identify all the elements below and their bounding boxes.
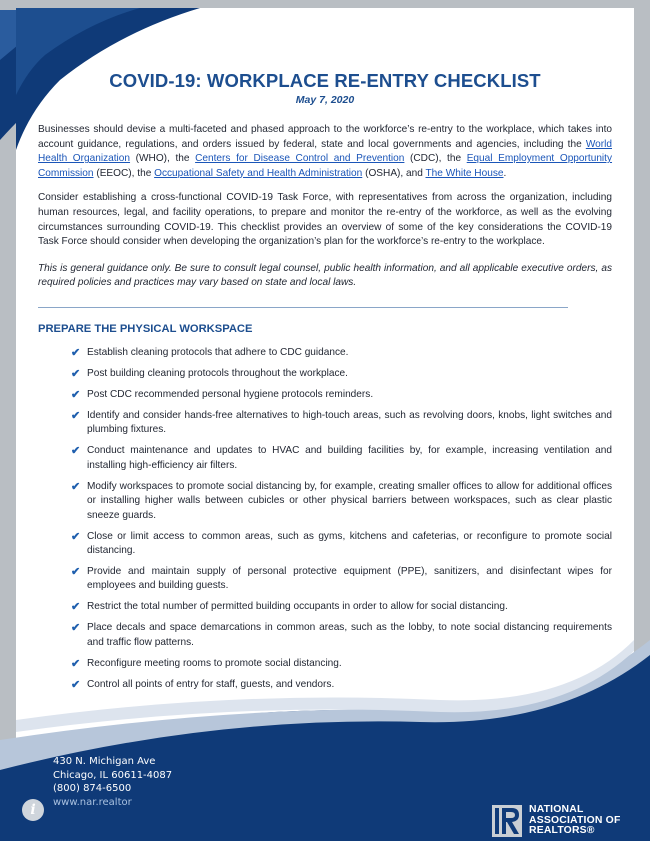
page-title: COVID-19: WORKPLACE RE-ENTRY CHECKLIST (109, 70, 541, 91)
checklist-item-text: Close or limit access to common areas, such as gyms, kitchens and cafeterias, or reconfigure to promote social distancing. (87, 530, 612, 556)
intro-paragraph (38, 123, 612, 181)
realtor-r-logo-icon (492, 805, 522, 837)
intro-text: (OSHA), and (362, 167, 426, 179)
checklist-item-text: Establish cleaning protocols that adhere to CDC guidance. (87, 346, 349, 358)
checklist-item (38, 409, 612, 438)
checklist-item-text: Place decals and space demarcations in common areas, such as the lobby, to note social distancing requirements and traffic flow patterns. (87, 622, 612, 648)
intro-text: Businesses should devise a multi-faceted and phased approach to the workforce’s re-entry to the workplace, which takes into account guidance, regulations, and orders issued by federal, state and local governments and agencies, including the (38, 124, 612, 150)
osha-link[interactable]: Occupational Safety and Health Administration (154, 167, 363, 179)
eeoc-link[interactable]: Equal Employment Opportunity Commission (38, 153, 613, 179)
cdc-link[interactable]: Centers for Disease Control and Prevention (195, 153, 405, 165)
checkmark-icon: ✔ (71, 480, 81, 493)
checklist-item-text: Control all points of entry for staff, guests, and vendors. (87, 678, 335, 690)
checkmark-icon: ✔ (71, 388, 81, 401)
nar-logo (492, 805, 642, 841)
checklist-item (38, 388, 612, 402)
logo-line: NATIONAL (529, 804, 584, 815)
checkmark-icon: ✔ (71, 445, 81, 458)
intro-text: (EEOC), the (93, 167, 155, 179)
intro-text: (CDC), the (404, 153, 467, 165)
who-link[interactable]: World Health Organization (38, 138, 612, 165)
checkmark-icon: ✔ (71, 657, 81, 670)
checklist-item-text: Post building cleaning protocols throughout the workplace. (87, 367, 348, 379)
section-heading: PREPARE THE PHYSICAL WORKSPACE (38, 322, 253, 335)
checklist-item (38, 678, 612, 692)
checklist-item (38, 444, 612, 473)
checklist-item-text: Reconfigure meeting rooms to promote social distancing. (87, 657, 342, 669)
checkmark-icon: ✔ (71, 409, 81, 422)
checklist-item (38, 657, 612, 671)
checkmark-icon: ✔ (71, 346, 81, 359)
checklist-item-text: Post CDC recommended personal hygiene protocols reminders. (87, 388, 374, 400)
checkmark-icon: ✔ (71, 565, 81, 578)
footer-contact (53, 755, 172, 809)
logo-line: REALTORS® (529, 825, 595, 837)
footer-website[interactable]: www.nar.realtor (53, 796, 132, 808)
document-body (38, 70, 612, 699)
logo-wordmark (529, 805, 621, 837)
footer-phone: (800) 874-6500 (53, 783, 132, 794)
checklist (38, 346, 612, 692)
footer-address-line2: Chicago, IL 60611-4087 (53, 769, 173, 781)
checklist-item (38, 565, 612, 594)
info-icon[interactable]: i (22, 799, 44, 821)
disclaimer-note: This is general guidance only. Be sure to consult legal counsel, public health information, and all applicable executive orders, as required policies and practices may vary based on state and local laws. (38, 262, 612, 289)
logo-line: ASSOCIATION OF (529, 814, 621, 826)
checklist-item-text: Provide and maintain supply of personal protective equipment (PPE), sanitizers, and disinfectant wipes for employees and building guests. (87, 565, 612, 592)
checklist-item-text: Identify and consider hands-free alternatives to high-touch areas, such as revolving doors, knobs, light switches and plumbing fixtures. (87, 409, 612, 436)
intro-text: . (503, 167, 507, 179)
checklist-item-text: Restrict the total number of permitted building occupants in order to allow for social distancing. (87, 601, 508, 613)
checklist-item (38, 621, 612, 650)
checkmark-icon: ✔ (71, 367, 81, 380)
checklist-item-text: Conduct maintenance and updates to HVAC and building facilities by, for example, increasing ventilation and installing high-efficiency air filters. (87, 445, 612, 471)
task-force-paragraph: Consider establishing a cross-functional COVID-19 Task Force, with representatives from across the organization, including human resources, legal, and facility operations, to prepare and monitor the re-entry of the workforce, as well as the evolving circumstances surrounding COVID-19. This checklist provides an overview of some of the key considerations the COVID-19 Task Force should consider when developing the organization’s plan for the workforce’s re-entry to the workplace. (38, 192, 612, 248)
section-divider (38, 307, 568, 308)
checklist-item-text: Modify workspaces to promote social distancing by, for example, creating smaller offices to allow for additional offices or installing higher walls between cubicles or other physical barriers between workspaces, such as clear plastic sneeze guards. (87, 480, 612, 521)
footer-address-line1: 430 N. Michigan Ave (53, 756, 156, 767)
checkmark-icon: ✔ (71, 678, 81, 691)
checkmark-icon: ✔ (71, 601, 81, 614)
checkmark-icon: ✔ (71, 622, 81, 635)
checklist-item (38, 480, 612, 523)
checklist-item (38, 530, 612, 559)
checkmark-icon: ✔ (71, 530, 81, 543)
white-house-link[interactable]: The White House (425, 167, 504, 179)
checklist-item (38, 367, 612, 381)
checklist-item (38, 346, 612, 360)
intro-text: (WHO), the (130, 153, 196, 165)
document-date: May 7, 2020 (295, 94, 355, 106)
checklist-item (38, 600, 612, 614)
